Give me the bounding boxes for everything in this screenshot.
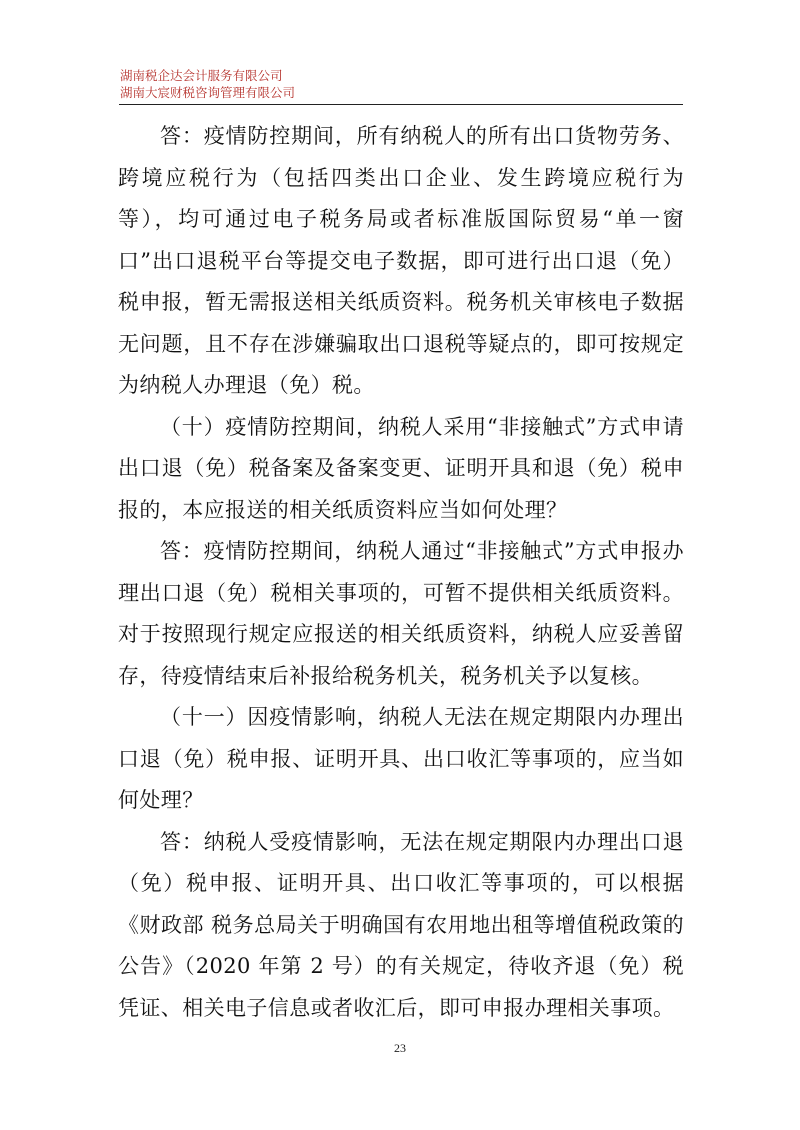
page-header (120, 68, 295, 102)
answer-paragraph-9: 答：疫情防控期间，所有纳税人的所有出口货物劳务、跨境应税行为（包括四类出口企业、发生跨境应税行为等），均可通过电子税务局或者标准版国际贸易“单一窗口”出口退税平台等提交电子数据，即可进行出口退（免）税申报，暂无需报送相关纸质资料。税务机关审核电子数据无问题，且不存在涉嫌骗取出口退税等疑点的，即可按规定为纳税人办理退（免）税。 (118, 124, 684, 397)
answer-paragraph-10: 答：疫情防控期间，纳税人通过“非接触式”方式申报办理出口退（免）税相关事项的，可暂不提供相关纸质资料。对于按照现行规定应报送的相关纸质资料，纳税人应妥善留存，待疫情结束后补报给税务机关，税务机关予以复核。 (118, 539, 684, 688)
document-body (118, 116, 684, 1029)
question-paragraph-11: （十一）因疫情影响，纳税人无法在规定期限内办理出口退（免）税申报、证明开具、出口收汇等事项的，应当如何处理？ (118, 705, 684, 812)
answer-paragraph-11: 答：纳税人受疫情影响，无法在规定期限内办理出口退（免）税申报、证明开具、出口收汇等事项的，可以根据《财政部 税务总局关于明确国有农用地出租等增值税政策的公告》（2020 年第 2 号）的有关规定，待收齐退（免）税凭证、相关电子信息或者收汇后，即可申报办理相关事项。 (118, 829, 684, 1020)
header-company-1: 湖南税企达会计服务有限公司 (120, 69, 283, 83)
header-divider (119, 104, 683, 105)
header-company-2: 湖南大宸财税咨询管理有限公司 (120, 86, 296, 100)
question-paragraph-10: （十）疫情防控期间，纳税人采用“非接触式”方式申请出口退（免）税备案及备案变更、证明开具和退（免）税申报的，本应报送的相关纸质资料应当如何处理？ (118, 414, 684, 522)
page-number: 23 (394, 1041, 406, 1055)
